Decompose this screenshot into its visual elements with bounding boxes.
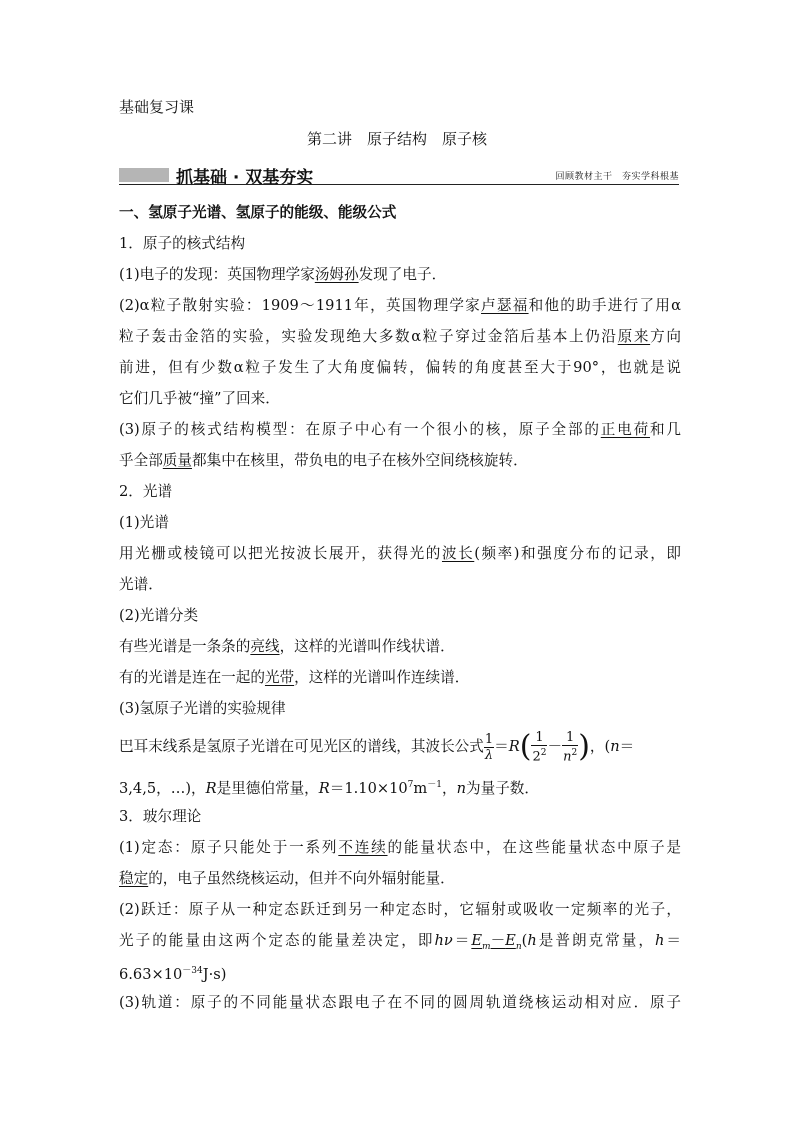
underlined-answer (471, 932, 522, 952)
text-run: 为量子数． (466, 779, 539, 797)
text-run: (1)电子的发现：英国物理学家 (119, 266, 315, 283)
fraction-numerator: 1 (531, 730, 547, 746)
paragraph-line: (2)跃迁：原子从一种定态跃迁到另一种定态时，它辐射或吸收一定频率的光子， (119, 901, 681, 918)
exponent: 7 (407, 780, 414, 790)
formula-line (119, 724, 681, 770)
text-run: 的能量状态中，在这些能量状态中原子是 (387, 839, 681, 856)
exponent: －34 (182, 966, 203, 976)
planck-symbol: h (654, 932, 665, 949)
paragraph-line (119, 414, 681, 445)
fraction-lhs (484, 732, 494, 763)
fraction-term2 (562, 730, 578, 764)
fraction-denominator (562, 746, 578, 764)
text-run: ( (521, 932, 528, 949)
unit-text: m (413, 779, 428, 797)
text-run: 3,4,5，…)， (119, 779, 206, 797)
minus-sign: － (490, 932, 506, 949)
left-paren-icon: ( (519, 729, 532, 764)
rydberg-symbol: R (318, 779, 330, 797)
lesson-title: 第二讲 原子结构 原子核 (306, 130, 487, 148)
equals-sign: ＝ (664, 932, 681, 949)
text-run: 乎全部 (119, 452, 163, 469)
subscript: m (482, 941, 491, 952)
item-title: (3)氢原子光谱的实验规律 (119, 700, 286, 717)
paragraph-line (119, 538, 681, 569)
text-run: (1)定态：原子只能处于一系列 (119, 839, 339, 856)
paragraph-line (119, 770, 681, 801)
energy-symbol: E (471, 932, 483, 949)
underlined-answer: 正电荷 (600, 421, 650, 438)
text-run: 的，电子虽然绕核运动，但并不向外辐射能量． (148, 870, 455, 887)
paragraph-line: 光谱． (119, 576, 163, 593)
underlined-answer: 卢瑟福 (481, 297, 529, 314)
text-run: 都集中在核里，带负电的电子在核外空间绕核旋转． (192, 452, 528, 469)
banner-bar (119, 168, 169, 182)
fraction-term1 (531, 730, 547, 764)
minus-sign: － (547, 738, 563, 755)
text-run: ，( (589, 738, 611, 755)
quantum-number-symbol: n (610, 738, 620, 755)
text-run: ，这样的光谱叫作线状谱． (279, 638, 455, 655)
text-run: 有些光谱是一条条的 (119, 638, 251, 655)
unit-text: J·s) (202, 965, 227, 983)
energy-symbol: E (505, 932, 516, 949)
paragraph-line (119, 832, 681, 863)
text-run: 巴耳末线系是氢原子光谱在可见光区的谱线，其波长公式 (119, 738, 484, 755)
photon-energy-symbol: hν (434, 932, 453, 949)
underlined-answer: 亮线 (250, 638, 280, 655)
rydberg-symbol: R (205, 779, 217, 797)
banner-rule (119, 184, 679, 185)
fraction-numerator: 1 (484, 731, 494, 747)
quantum-number-symbol: n (456, 779, 466, 797)
equals-sign: ＝ (452, 932, 472, 949)
right-paren-icon: ) (578, 729, 590, 764)
paragraph-line (119, 956, 681, 987)
text-run: 粒子轰击金箔的实验，实验发现绝大多数α粒子穿过金箔后基本上仍沿 (119, 328, 618, 345)
course-label: 基础复习课 (119, 98, 195, 116)
text-run: 方向 (650, 328, 681, 345)
paragraph-line: (3)轨道：原子的不同能量状态跟电子在不同的圆周轨道绕核运动相对应．原子 (119, 994, 681, 1011)
denominator-base: 2 (532, 749, 541, 765)
fraction-numerator: 1 (562, 730, 578, 746)
equals-sign: ＝ (494, 738, 509, 755)
banner-label: 抓基础 · 双基夯实 (176, 168, 314, 188)
text-run: (3)原子的核式结构模型：在原子中心有一个很小的核，原子全部的 (119, 421, 601, 438)
item-title: (2)光谱分类 (119, 607, 199, 624)
underlined-answer: 汤姆孙 (314, 266, 359, 283)
equals-sign: ＝ (619, 738, 635, 755)
text-run: 是普朗克常量， (536, 932, 655, 949)
text-run: 和他的助手进行了用α (528, 297, 681, 314)
text-run: ， (441, 779, 457, 797)
banner-right-text: 回顾教材主干 夯实学科根基 (555, 172, 679, 182)
fraction-denominator: λ (484, 747, 494, 763)
subsection-heading: 1．原子的核式结构 (119, 235, 246, 252)
paragraph-line (119, 925, 681, 956)
text-run: 是里德伯常量， (216, 779, 319, 797)
underlined-answer: 稳定 (119, 870, 149, 887)
underlined-answer: 波长 (441, 545, 475, 562)
text-run: 光子的能量由这两个定态的能量差决定，即 (119, 932, 435, 949)
document-body (119, 197, 681, 1018)
paragraph-line (119, 445, 681, 476)
underlined-answer: 光带 (264, 669, 295, 686)
underlined-answer: 不连续 (338, 839, 388, 856)
text-run: 和几 (649, 421, 681, 438)
section-heading: 一、氢原子光谱、氢原子的能级、能级公式 (119, 204, 397, 221)
underlined-answer: 原来 (617, 328, 651, 345)
subsection-heading: 3．玻尔理论 (119, 808, 202, 825)
denominator-exponent: 2 (540, 747, 547, 758)
subscript: n (515, 941, 522, 952)
fraction-denominator (531, 746, 547, 764)
text-run: 用光栅或棱镜可以把光按波长展开，获得光的 (119, 545, 442, 562)
rydberg-symbol: R (508, 738, 520, 755)
paragraph-line: 它们几乎被“撞”了回来． (119, 390, 280, 407)
exponent: －1 (427, 780, 442, 790)
text-run: (2)α粒子散射实验：1909～1911年，英国物理学家 (119, 297, 482, 314)
text-run: (频率)和强度分布的记录，即 (474, 545, 681, 562)
paragraph-line (119, 863, 681, 894)
section-banner (119, 163, 679, 188)
paragraph-line (119, 631, 681, 662)
underlined-answer: 质量 (162, 452, 192, 469)
paragraph-line (119, 259, 681, 290)
paragraph-line (119, 290, 681, 321)
subsection-heading: 2．光谱 (119, 483, 173, 500)
denominator-exponent: 2 (571, 747, 578, 758)
text-run: 有的光谱是连在一起的 (119, 669, 265, 686)
text-run: ＝1.10×10 (329, 779, 408, 797)
planck-symbol: h (527, 932, 537, 949)
paragraph-line (119, 662, 681, 693)
item-title: (1)光谱 (119, 514, 169, 531)
paragraph-line: 前进，但有少数α粒子发生了大角度偏转，偏转的角度甚至大于90°，也就是说 (119, 359, 681, 376)
text-run: ，这样的光谱叫作连续谱． (294, 669, 470, 686)
paragraph-line (119, 321, 681, 352)
text-run: 发现了电子． (358, 266, 447, 283)
denominator-base: n (563, 749, 572, 765)
text-run: 6.63×10 (119, 965, 183, 983)
